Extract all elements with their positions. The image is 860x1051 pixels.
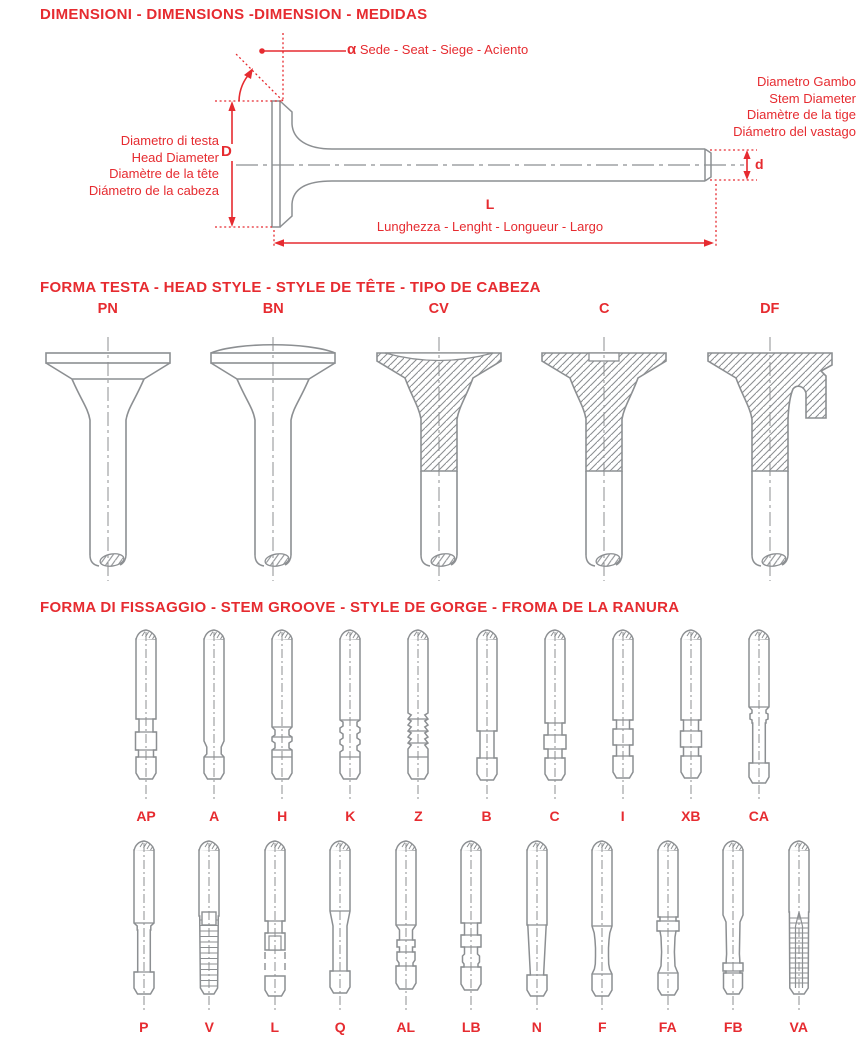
stem-groove-label: B bbox=[481, 808, 492, 824]
head-style-label: CV bbox=[428, 301, 449, 317]
stem-groove-label: AL bbox=[396, 1019, 416, 1035]
stem-groove-drawing-FB bbox=[702, 838, 764, 1016]
stem-groove-figure-L bbox=[242, 838, 308, 1035]
stem-groove-drawing-L bbox=[244, 838, 306, 1016]
stem-groove-drawing-P bbox=[113, 838, 175, 1016]
stem-groove-drawing-Q bbox=[309, 838, 371, 1016]
head-style-figure-BN bbox=[191, 301, 357, 591]
stem-groove-drawing-CA bbox=[728, 627, 790, 805]
stem-diameter-line: Stem Diameter bbox=[769, 90, 856, 106]
stem-groove-drawing-N bbox=[506, 838, 568, 1016]
stem-groove-figure-F bbox=[570, 838, 636, 1035]
stem-groove-label: XB bbox=[681, 808, 701, 824]
stem-grooves-row-2 bbox=[0, 838, 832, 1035]
head-diameter-line: Diámetro de la cabeza bbox=[88, 182, 219, 198]
stem-groove-label: LB bbox=[461, 1019, 481, 1035]
stem-groove-drawing-H bbox=[251, 627, 313, 805]
length-label: Lunghezza - Lenght - Longueur - Largo bbox=[376, 219, 604, 234]
stem-groove-drawing-V bbox=[178, 838, 240, 1016]
stem-groove-figure-A bbox=[180, 627, 248, 824]
stem-groove-drawing-I bbox=[592, 627, 654, 805]
dim-D-symbol: D bbox=[221, 143, 232, 160]
head-style-label: C bbox=[599, 301, 610, 317]
head-style-label: BN bbox=[262, 301, 284, 317]
stem-groove-figure-V bbox=[177, 838, 243, 1035]
stem-groove-label: VA bbox=[789, 1019, 808, 1035]
head-diameter-line: Head Diameter bbox=[131, 149, 219, 165]
stem-diameter-line: Diámetro del vastago bbox=[733, 123, 856, 139]
stem-groove-figure-AL bbox=[373, 838, 439, 1035]
stem-groove-label: CA bbox=[748, 808, 769, 824]
head-styles-row bbox=[0, 301, 853, 591]
stem-groove-drawing-Z bbox=[387, 627, 449, 805]
valve-head-drawing-C bbox=[534, 323, 674, 591]
stem-groove-figure-AP bbox=[112, 627, 180, 824]
stem-grooves-row-1 bbox=[0, 627, 793, 824]
head-diameter-callout bbox=[30, 133, 219, 199]
stem-groove-label: F bbox=[597, 1019, 607, 1035]
stem-groove-figure-H bbox=[248, 627, 316, 824]
head-style-figure-DF bbox=[687, 301, 853, 591]
valve-head-drawing-BN bbox=[203, 323, 343, 591]
stem-groove-label: C bbox=[549, 808, 560, 824]
head-styles-title: FORMA TESTA - HEAD STYLE - STYLE DE TÊTE - TIPO DE CABEZA bbox=[40, 279, 541, 296]
stem-diameter-line: Diamètre de la tige bbox=[746, 107, 856, 122]
stem-groove-label: AP bbox=[136, 808, 156, 824]
stem-grooves-title: FORMA DI FISSAGGIO - STEM GROOVE - STYLE DE GORGE - FROMA DE LA RANURA bbox=[40, 599, 680, 616]
stem-groove-figure-Z bbox=[384, 627, 452, 824]
stem-groove-figure-C bbox=[521, 627, 589, 824]
stem-groove-figure-K bbox=[316, 627, 384, 824]
alpha-symbol: α bbox=[347, 41, 357, 58]
stem-groove-drawing-AL bbox=[375, 838, 437, 1016]
dim-L-symbol: L bbox=[485, 196, 495, 212]
head-style-figure-CV bbox=[356, 301, 522, 591]
stem-groove-drawing-FA bbox=[637, 838, 699, 1016]
seat-label: Sede - Seat - Siege - Acìento bbox=[359, 42, 529, 57]
stem-groove-drawing-K bbox=[319, 627, 381, 805]
head-diameter-line: Diamètre de la tête bbox=[109, 166, 219, 181]
stem-groove-label: Z bbox=[414, 808, 423, 824]
seat-angle-callout bbox=[347, 42, 528, 59]
stem-groove-label: Q bbox=[334, 1019, 346, 1035]
stem-groove-figure-VA bbox=[766, 838, 832, 1035]
stem-diameter-callout bbox=[656, 74, 856, 140]
stem-groove-figure-P bbox=[111, 838, 177, 1035]
dimensions-title: DIMENSIONI - DIMENSIONS -DIMENSION - MEDIDAS bbox=[40, 6, 428, 23]
stem-groove-drawing-A bbox=[183, 627, 245, 805]
stem-groove-label: A bbox=[209, 808, 220, 824]
stem-groove-figure-XB bbox=[657, 627, 725, 824]
stem-groove-drawing-XB bbox=[660, 627, 722, 805]
head-style-label: DF bbox=[760, 301, 780, 317]
stem-groove-label: V bbox=[204, 1019, 214, 1035]
stem-groove-figure-I bbox=[589, 627, 657, 824]
dim-d-symbol: d bbox=[755, 156, 764, 172]
stem-groove-drawing-LB bbox=[440, 838, 502, 1016]
stem-groove-label: H bbox=[277, 808, 288, 824]
stem-groove-figure-LB bbox=[439, 838, 505, 1035]
stem-groove-label: FA bbox=[658, 1019, 677, 1035]
stem-groove-figure-FB bbox=[701, 838, 767, 1035]
stem-groove-figure-B bbox=[452, 627, 520, 824]
stem-groove-label: FB bbox=[723, 1019, 743, 1035]
stem-groove-drawing-VA bbox=[768, 838, 830, 1016]
valve-head-drawing-DF bbox=[700, 323, 840, 591]
stem-groove-drawing-C bbox=[524, 627, 586, 805]
head-style-figure-PN bbox=[25, 301, 191, 591]
stem-groove-label: I bbox=[620, 808, 625, 824]
stem-groove-figure-CA bbox=[725, 627, 793, 824]
stem-groove-label: L bbox=[270, 1019, 280, 1035]
stem-groove-label: K bbox=[345, 808, 356, 824]
stem-groove-figure-FA bbox=[635, 838, 701, 1035]
stem-groove-drawing-F bbox=[571, 838, 633, 1016]
stem-diameter-line: Diametro Gambo bbox=[757, 74, 856, 89]
valve-head-drawing-PN bbox=[38, 323, 178, 591]
valve-head-drawing-CV bbox=[369, 323, 509, 591]
stem-groove-figure-N bbox=[504, 838, 570, 1035]
head-style-figure-C bbox=[522, 301, 688, 591]
head-style-label: PN bbox=[97, 301, 118, 317]
stem-groove-figure-Q bbox=[308, 838, 374, 1035]
stem-groove-label: N bbox=[531, 1019, 542, 1035]
head-diameter-line: Diametro di testa bbox=[120, 133, 219, 148]
stem-groove-drawing-AP bbox=[115, 627, 177, 805]
stem-groove-label: P bbox=[139, 1019, 149, 1035]
stem-groove-drawing-B bbox=[456, 627, 518, 805]
